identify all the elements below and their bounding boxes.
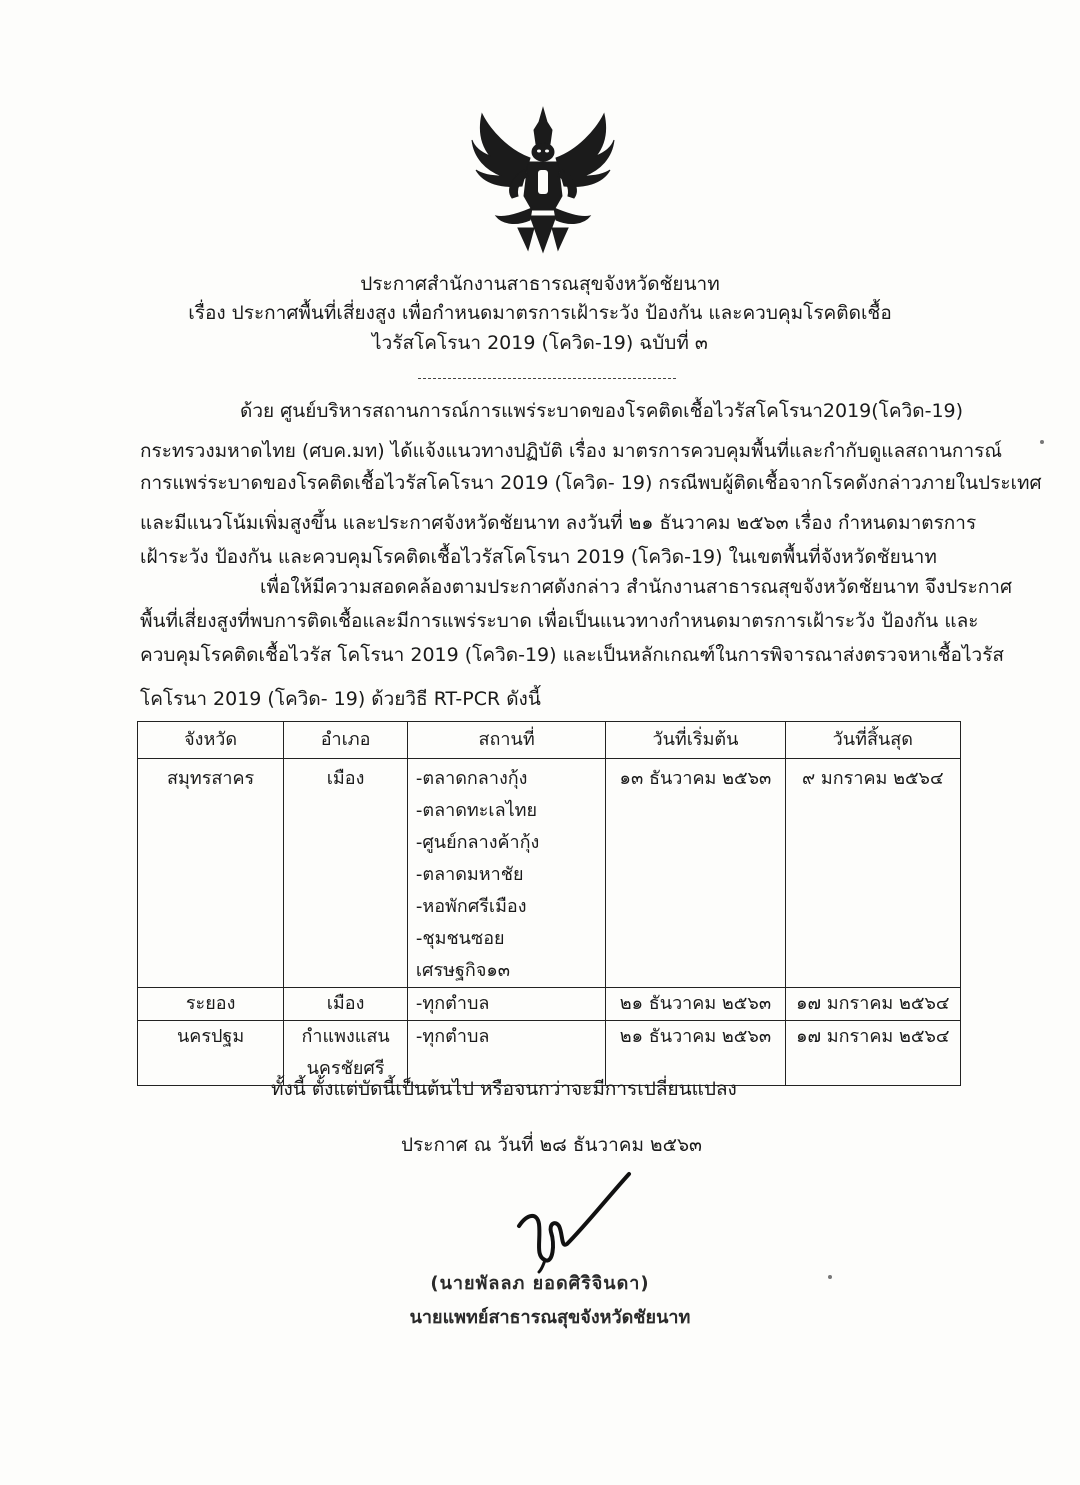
table-row [138,759,961,988]
high-risk-areas-table [137,721,961,1086]
cell-start-date: ๒๑ ธันวาคม ๒๕๖๓ [606,988,785,1021]
place-item: -ชุมชนซอยเศรษฐกิจ๑๓ [415,928,511,981]
garuda-emblem-icon [468,100,618,260]
closing-statement: ทั้งนี้ ตั้งแต่บัดนี้เป็นต้นไป หรือจนกว่าจะมีการเปลี่ยนแปลง [271,1078,737,1100]
place-item: -ทุกตำบล [415,1026,490,1047]
place-item: -ตลาดมหาชัย [415,864,524,885]
paragraph-line: พื้นที่เสี่ยงสูงที่พบการติดเชื้อและมีการแพร่ระบาด เพื่อเป็นแนวทางกำหนดมาตรการเฝ้าระวัง ป้องกัน และ [140,610,979,632]
place-item: -ตลาดทะเลไทย [415,800,538,821]
paragraph-line: กระทรวงมหาดไทย (ศบค.มท) ได้แจ้งแนวทางปฏิบัติ เรื่อง มาตรการควบคุมพื้นที่และกำกับดูแลสถานการณ์ [140,440,1002,462]
cell-places [407,759,605,988]
cell-province: นครปฐม [138,1021,284,1086]
cell-district [284,988,408,1021]
place-item: -หอพักศรีเมือง [415,896,527,917]
signer-title: นายแพทย์สาธารณสุขจังหวัดชัยนาท [409,1307,691,1328]
cell-end-date: ๙ มกราคม ๒๕๖๔ [785,759,960,988]
table-row [138,988,961,1021]
cell-end-date: ๑๗ มกราคม ๒๕๖๔ [785,1021,960,1086]
cell-start-date: ๒๑ ธันวาคม ๒๕๖๓ [606,1021,785,1086]
place-item: -ศูนย์กลางค้ากุ้ง [415,832,540,853]
district-name: เมือง [326,993,365,1014]
paragraph-line: ควบคุมโรคติดเชื้อไวรัส โคโรนา 2019 (โควิด-19) และเป็นหลักเกณฑ์ในการพิจารณาส่งตรวจหาเชื้อไวรัส [140,644,1004,666]
paragraph-line: เฝ้าระวัง ป้องกัน และควบคุมโรคติดเชื้อไวรัสโคโรนา 2019 (โควิด-19) ในเขตพื้นที่จังหวัดชัยนาท [140,546,937,568]
announcement-title: ประกาศสำนักงานสาธารณสุขจังหวัดชัยนาท [360,273,720,295]
column-header-province: จังหวัด [138,722,284,759]
scan-speck [1040,440,1044,444]
signature-icon [505,1170,635,1275]
place-item: -ทุกตำบล [415,993,490,1014]
district-name: เมือง [326,768,365,789]
announcement-subject: เรื่อง ประกาศพื้นที่เสี่ยงสูง เพื่อกำหนดมาตรการเฝ้าระวัง ป้องกัน และควบคุมโรคติดเชื้อ [188,302,892,324]
column-header-place: สถานที่ [407,722,605,759]
scan-speck [828,1275,832,1279]
paragraph-line: ด้วย ศูนย์บริหารสถานการณ์การแพร่ระบาดของโรคติดเชื้อไวรัสโคโรนา2019(โควิด-19) [240,400,964,422]
paragraph-line: และมีแนวโน้มเพิ่มสูงขึ้น และประกาศจังหวัดชัยนาท ลงวันที่ ๒๑ ธันวาคม ๒๕๖๓ เรื่อง กำหนดมาตรการ [140,512,977,534]
paragraph-line: การแพร่ระบาดของโรคติดเชื้อไวรัสโคโรนา 2019 (โควิด- 19) กรณีพบผู้ติดเชื้อจากโรคดังกล่าวภายในประเทศ [140,472,1042,494]
district-name: กำแพงแสน [301,1026,390,1047]
column-header-end-date: วันที่สิ้นสุด [785,722,960,759]
cell-province: สมุทรสาคร [138,759,284,988]
cell-places [407,988,605,1021]
paragraph-line: เพื่อให้มีความสอดคล้องตามประกาศดังกล่าว สำนักงานสาธารณสุขจังหวัดชัยนาท จึงประกาศ [260,576,1013,598]
place-item: -ตลาดกลางกุ้ง [415,768,528,789]
signer-name: (นายพัลลภ ยอดศิริจินดา) [430,1273,650,1294]
cell-start-date: ๑๓ ธันวาคม ๒๕๖๓ [606,759,785,988]
table-header-row [138,722,961,759]
cell-district [284,759,408,988]
cell-province: ระยอง [138,988,284,1021]
title-divider [418,378,676,379]
column-header-district: อำเภอ [284,722,408,759]
announcement-subject-cont: ไวรัสโคโรนา 2019 (โควิด-19) ฉบับที่ ๓ [372,332,708,354]
district-name: นครชัยศรี [306,1058,385,1079]
column-header-start-date: วันที่เริ่มต้น [606,722,785,759]
cell-end-date: ๑๗ มกราคม ๒๕๖๔ [785,988,960,1021]
paragraph-line: โคโรนา 2019 (โควิด- 19) ด้วยวิธี RT-PCR ดังนี้ [140,688,541,710]
announcement-date: ประกาศ ณ วันที่ ๒๘ ธันวาคม ๒๕๖๓ [401,1134,703,1156]
